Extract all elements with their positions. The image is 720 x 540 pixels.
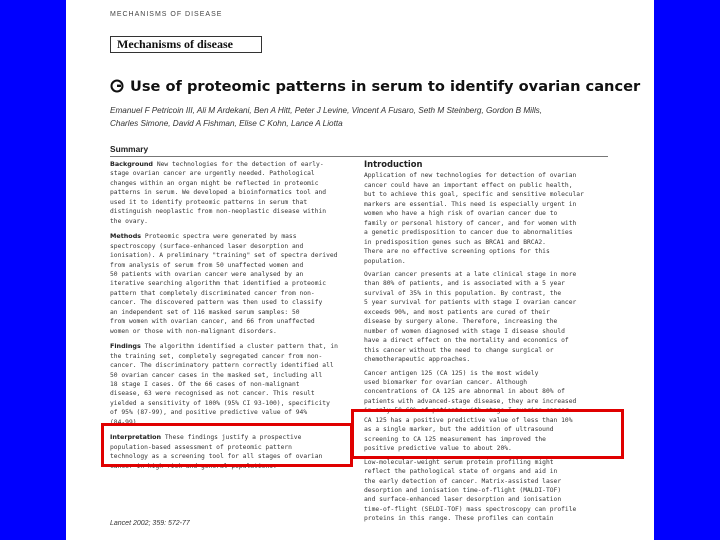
section-label-background: Background [110, 160, 154, 168]
intro-paragraph: Low-molecular-weight serum protein profiling might reflect the pathological state of organs and aid in the early detection of cancer. Matrix-assisted laser desorption and ionisation time-of-flight (MALDI-TOF) and surface-enhanced laser desorption and ionisation time-of-flight (SELDI-TOF) mass spectroscopy can profile proteins in this range. These profiles can contain [364, 458, 577, 523]
intro-paragraph: Application of new technologies for detection of ovarian cancer could have an important effect on public health, but to achieve this goal, specific and sensitive molecular markers are essential. This need is especially urgent in women who have a high risk of ovarian cancer due to family or personal history of cancer, and for women with a genetic predisposition to cancer due to abnormalities in predisposition genes such as BRCA1 and BRCA2. There are no effective screening options for this population. [364, 172, 584, 265]
summary-column [110, 160, 346, 477]
intro-paragraph: Ovarian cancer presents at a late clinical stage in more than 80% of patients, and is associated with a 5 year survival of 35% in this population. By contrast, the 5 year survival for patients with stage I ovarian cancer exceeds 90%, and most patients are cured of their disease by surgery alone. Therefore, increasing the number of women diagnosed with stage I disease should have a direct effect on the mortality and economics of this cancer without the need to change surgical or chemotherapeutic approaches. [364, 270, 577, 364]
intro-paragraph: Cancer antigen 125 (CA 125) is the most widely used biomarker for ovarian cancer. Although concentrations of CA 125 are abnormal in about 80% of patients with advanced-stage disease, they are increased in only 50-60% of patients with stage I ovarian cancer. CA 125 has a positive predictive value of less than 10% as a single marker, but the addition of ultrasound screening to CA 125 measurement has improved the positive predictive value to about 20%. [364, 369, 577, 453]
title-row [110, 76, 650, 96]
introduction-column [364, 160, 608, 528]
section-label-findings: Findings [110, 342, 141, 351]
introduction-heading: Introduction [364, 159, 423, 169]
summary-heading: Summary [110, 144, 149, 154]
section-label-interpretation: Interpretation [110, 433, 162, 442]
paper-page [66, 0, 654, 540]
divider [110, 156, 608, 157]
summary-background: Background New technologies for the detection of early- stage ovarian cancer are urgently needed. Pathological changes within an organ might be reflected in proteomic patterns in serum. We developed a bioinformatics tool and used it to identify proteomic patterns in serum that distinguish neoplastic from non-neoplastic disease within the ovary. [110, 160, 327, 225]
section-label-methods: Methods [110, 232, 142, 241]
section-label: Mechanisms of disease [110, 36, 262, 53]
author-line: Emanuel F Petricoin III, Ali M Ardekani, Ben A Hitt, Peter J Levine, Vincent A Fusaro, Seth M Steinberg, Gordon B Mills, [110, 106, 543, 115]
summary-interpretation: Interpretation These findings justify a prospective population-based assessment of proteomic pattern technology as a screening tool for all stages of ovarian cancer in high-risk and general populations. [110, 433, 323, 470]
summary-methods: Methods Proteomic spectra were generated by mass spectroscopy (surface-enhanced laser desorption and ionisation). A preliminary "training" set of spectra derived from analysis of serum from 50 unaffected women and 50 patients with ovarian cancer were analysed by an iterative searching algorithm that identified a proteomic pattern that completely discriminated cancer from non- cancer. The discovered pattern was then used to classify an independent set of 116 masked serum samples: 50 from women with ovarian cancer, and 66 from unaffected women or those with non-malignant disorders. [110, 232, 338, 335]
open-access-icon [110, 79, 124, 93]
summary-findings: Findings The algorithm identified a cluster pattern that, in the training set, completely segregated cancer from non- cancer. The discriminatory pattern correctly identified all 50 ovarian cancer cases in the masked set, including all 18 stage I cases. Of the 66 cases of non-malignant disease, 63 were recognised as not cancer. This result yielded a sensitivity of 100% (95% CI 93-100), specificity of 95% (87-99), and positive predictive value of 94% (84-99). [110, 342, 338, 426]
citation: Lancet 2002; 359: 572-77 [110, 520, 190, 527]
running-head: MECHANISMS OF DISEASE [110, 11, 223, 18]
article-title: Use of proteomic patterns in serum to identify ovarian cancer [130, 77, 641, 95]
author-list [110, 104, 600, 130]
author-line: Charles Simone, David A Fishman, Elise C Kohn, Lance A Liotta [110, 119, 343, 128]
